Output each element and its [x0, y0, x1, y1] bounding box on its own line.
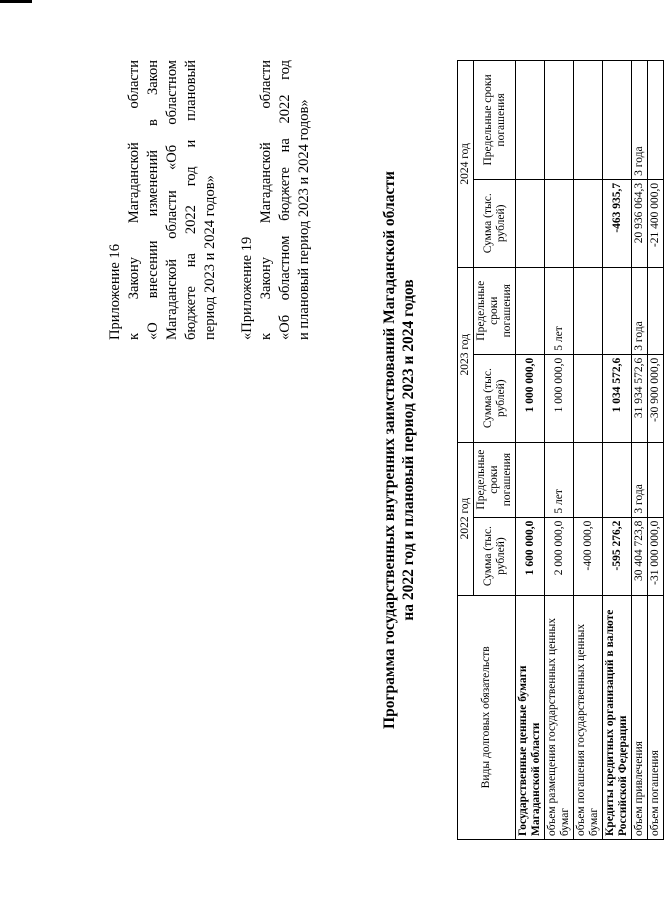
borrowing-program-table — [457, 60, 664, 840]
term-cell — [648, 61, 664, 180]
sum-cell: 1 000 000,0 — [545, 354, 574, 442]
row-label: объем привлечения — [632, 595, 648, 839]
sum-cell: 20 936 064,3 — [632, 179, 648, 267]
term-header: Предельные сроки погашения — [474, 61, 516, 180]
sum-cell: 2 000 000,0 — [545, 517, 574, 595]
title-line: Программа государственных внутренних заимствований Магаданской области — [381, 171, 398, 729]
appendix-previous-block — [238, 60, 314, 340]
appendix-line: «О внесении изменений в Закон — [145, 60, 161, 340]
appendix-line: «Приложение 19 — [239, 236, 255, 340]
appendix-line: период 2023 и 2024 годов» — [202, 175, 218, 340]
sum-cell — [516, 179, 545, 267]
sum-header: Сумма (тыс. рублей) — [474, 517, 516, 595]
term-cell — [648, 267, 664, 354]
appendix-line: и плановый период 2023 и 2024 годов» — [296, 99, 312, 340]
year-header: 2024 год — [458, 61, 474, 268]
year-header: 2022 год — [458, 442, 474, 595]
row-label: объем погашения государственных ценных бумаг — [574, 595, 603, 839]
rotated-page — [30, 60, 670, 840]
page-title — [380, 130, 418, 770]
term-cell: 5 лет — [545, 442, 574, 517]
term-cell: 5 лет — [545, 267, 574, 354]
appendix-line: Приложение 16 — [107, 244, 123, 340]
term-cell — [574, 61, 603, 180]
term-cell — [516, 442, 545, 517]
table-row — [632, 61, 648, 840]
table-row — [516, 61, 545, 840]
appendix-line: к Закону Магаданской области — [126, 60, 142, 340]
term-cell: 3 года — [632, 442, 648, 517]
term-cell — [516, 267, 545, 354]
sum-cell: 1 000 000,0 — [516, 354, 545, 442]
term-cell — [574, 267, 603, 354]
term-cell — [603, 267, 632, 354]
sum-cell: -595 276,2 — [603, 517, 632, 595]
year-header: 2023 год — [458, 267, 474, 442]
term-cell — [516, 61, 545, 180]
row-label: Кредиты кредитных организаций в валюте Российской Федерации — [603, 595, 632, 839]
term-cell — [545, 61, 574, 180]
table-row — [648, 61, 664, 840]
sum-cell: -21 400 000,0 — [648, 179, 664, 267]
sum-cell: 31 934 572,6 — [632, 354, 648, 442]
term-cell — [648, 442, 664, 517]
sum-cell: 1 600 000,0 — [516, 517, 545, 595]
term-cell: 3 года — [632, 267, 648, 354]
sum-cell — [545, 179, 574, 267]
term-cell — [603, 61, 632, 180]
sum-cell: 1 034 572,6 — [603, 354, 632, 442]
table-header-row — [458, 61, 474, 840]
appendix-block — [106, 60, 220, 340]
sum-cell: -400 000,0 — [574, 517, 603, 595]
title-line: на 2022 год и плановый период 2023 и 2024 годов — [400, 279, 417, 621]
table-row — [545, 61, 574, 840]
sum-cell: -30 900 000,0 — [648, 354, 664, 442]
sum-cell — [574, 179, 603, 267]
table-row — [574, 61, 603, 840]
scan-edge-mark — [0, 0, 32, 3]
sum-cell — [574, 354, 603, 442]
table-row — [603, 61, 632, 840]
appendix-line: к Закону Магаданской области — [258, 60, 274, 340]
term-header: Предельные сроки погашения — [474, 267, 516, 354]
term-cell — [574, 442, 603, 517]
row-label: объем размещения государственных ценных бумаг — [545, 595, 574, 839]
sum-cell: -463 935,7 — [603, 179, 632, 267]
column-header-type: Виды долговых обязательств — [458, 595, 516, 839]
term-cell: 3 года — [632, 61, 648, 180]
appendix-line: Магаданской области «Об областном — [164, 60, 180, 340]
sum-header: Сумма (тыс. рублей) — [474, 179, 516, 267]
sum-cell: -31 000 000,0 — [648, 517, 664, 595]
term-header: Предельные сроки погашения — [474, 442, 516, 517]
row-label: Государственные ценные бумаги Магаданской области — [516, 595, 545, 839]
appendix-line: «Об областном бюджете на 2022 год — [277, 60, 293, 340]
appendix-line: бюджете на 2022 год и плановый — [183, 60, 199, 340]
row-label: объем погашения — [648, 595, 664, 839]
term-cell — [603, 442, 632, 517]
sum-cell: 30 404 723,8 — [632, 517, 648, 595]
sum-header: Сумма (тыс. рублей) — [474, 354, 516, 442]
